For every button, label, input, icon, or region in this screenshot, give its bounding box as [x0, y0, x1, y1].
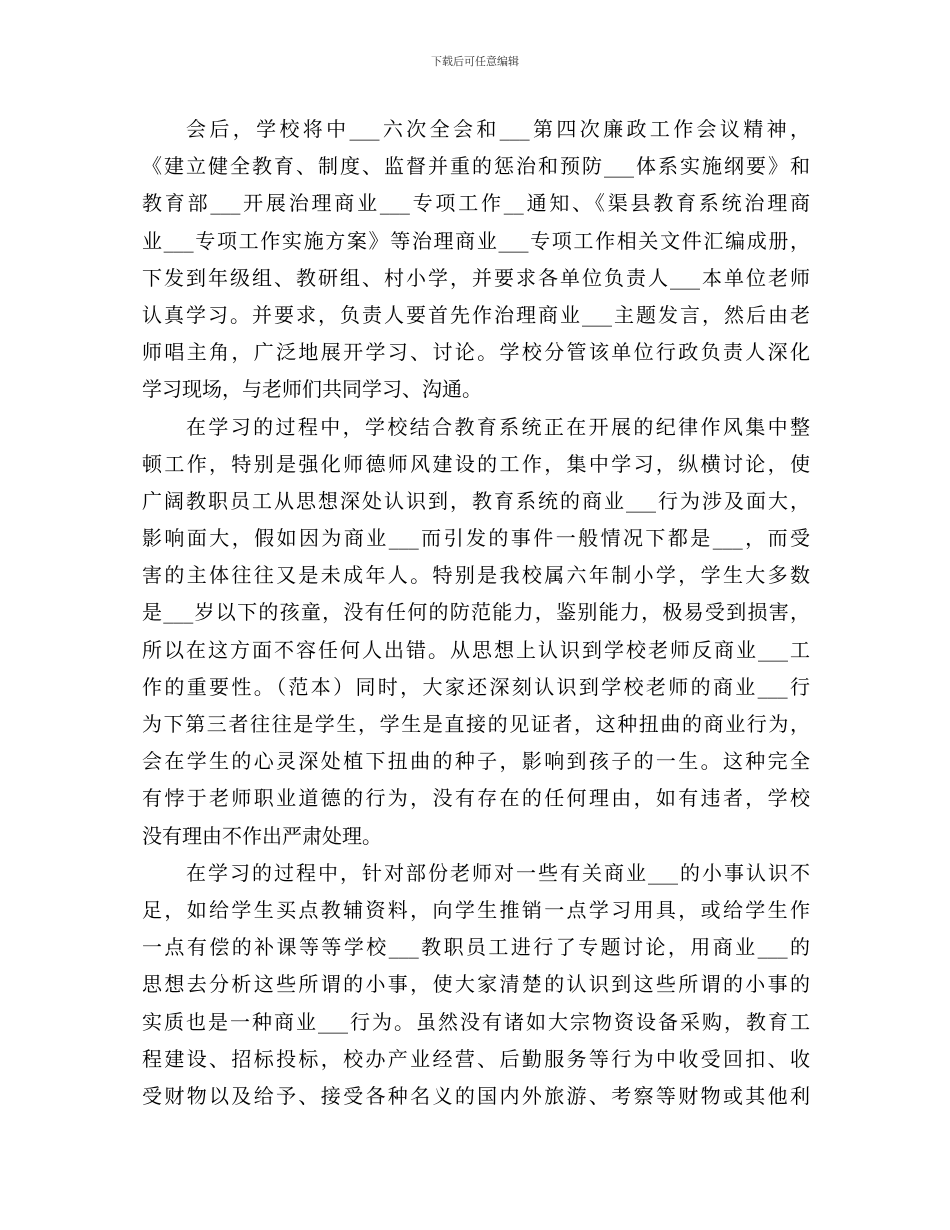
text-line: 有悖于老师职业道德的行为，没有存在的任何理由，如有违者，学校: [142, 786, 810, 811]
text-line: 受财物以及给予、接受各种名义的国内外旅游、考察等财物或其他利: [142, 1083, 810, 1108]
text-line: 实质也是一种商业___行为。虽然没有诸如大宗物资设备采购，教育工: [142, 1009, 810, 1034]
text-line: 所以在这方面不容任何人出错。从思想上认识到学校老师反商业___工: [142, 637, 810, 662]
text-line: 思想去分析这些所谓的小事，使大家清楚的认识到这些所谓的小事的: [142, 972, 810, 997]
paragraph-2: [142, 409, 810, 855]
paragraph-3: [142, 855, 810, 1115]
text-line: 会后，学校将中___六次全会和___第四次廉政工作会议精神，: [186, 117, 810, 141]
text-line: 一点有偿的补课等等学校___教职员工进行了专题讨论，用商业___的: [142, 935, 810, 960]
text-line: 为下第三者往往是学生，学生是直接的见证者，这种扭曲的商业行为，: [142, 712, 810, 736]
text-line: 是___岁以下的孩童，没有任何的防范能力，鉴别能力，极易受到损害，: [142, 600, 810, 625]
text-line: 认真学习。并要求，负责人要首先作治理商业___主题发言，然后由老: [142, 302, 810, 327]
text-line: 在学习的过程中，针对部份老师对一些有关商业___的小事认识不: [186, 860, 810, 885]
text-line: 作的重要性。（范本）同时，大家还深刻认识到学校老师的商业___行: [142, 674, 810, 699]
text-line: 没有理由不作出严肃处理。: [142, 823, 382, 848]
text-line: 顿工作，特别是强化师德师风建设的工作，集中学习，纵横讨论，使: [142, 451, 810, 476]
text-line: 广阔教职员工从思想深处认识到，教育系统的商业___行为涉及面大，: [142, 488, 810, 513]
text-line: 《建立健全教育、制度、监督并重的惩治和预防___体系实施纲要》和: [142, 154, 810, 179]
text-line: 足，如给学生买点教辅资料，向学生推销一点学习用具，或给学生作: [142, 897, 810, 922]
text-line: 业___专项工作实施方案》等治理商业___专项工作相关文件汇编成册，: [142, 228, 810, 253]
text-line: 会在学生的心灵深处植下扭曲的种子，影响到孩子的一生。这种完全: [142, 749, 810, 774]
text-line: 教育部___开展治理商业___专项工作__通知、《渠县教育系统治理商: [142, 191, 810, 216]
paragraph-1: [142, 111, 810, 409]
text-line: 下发到年级组、教研组、村小学，并要求各单位负责人___本单位老师: [142, 265, 810, 290]
document-body: [142, 111, 810, 1115]
text-line: 师唱主角，广泛地展开学习、讨论。学校分管该单位行政负责人深化: [142, 340, 810, 365]
text-line: 学习现场，与老师们共同学习、沟通。: [142, 377, 482, 402]
text-line: 在学习的过程中，学校结合教育系统正在开展的纪律作风集中整: [186, 414, 810, 439]
text-line: 害的主体往往又是未成年人。特别是我校属六年制小学，学生大多数: [142, 563, 810, 588]
page-header: 下载后可任意编辑: [431, 55, 519, 68]
text-line: 程建设、招标投标，校办产业经营、后勤服务等行为中收受回扣、收: [142, 1046, 810, 1071]
text-line: 影响面大，假如因为商业___而引发的事件一般情况下都是___，而受: [142, 526, 810, 551]
